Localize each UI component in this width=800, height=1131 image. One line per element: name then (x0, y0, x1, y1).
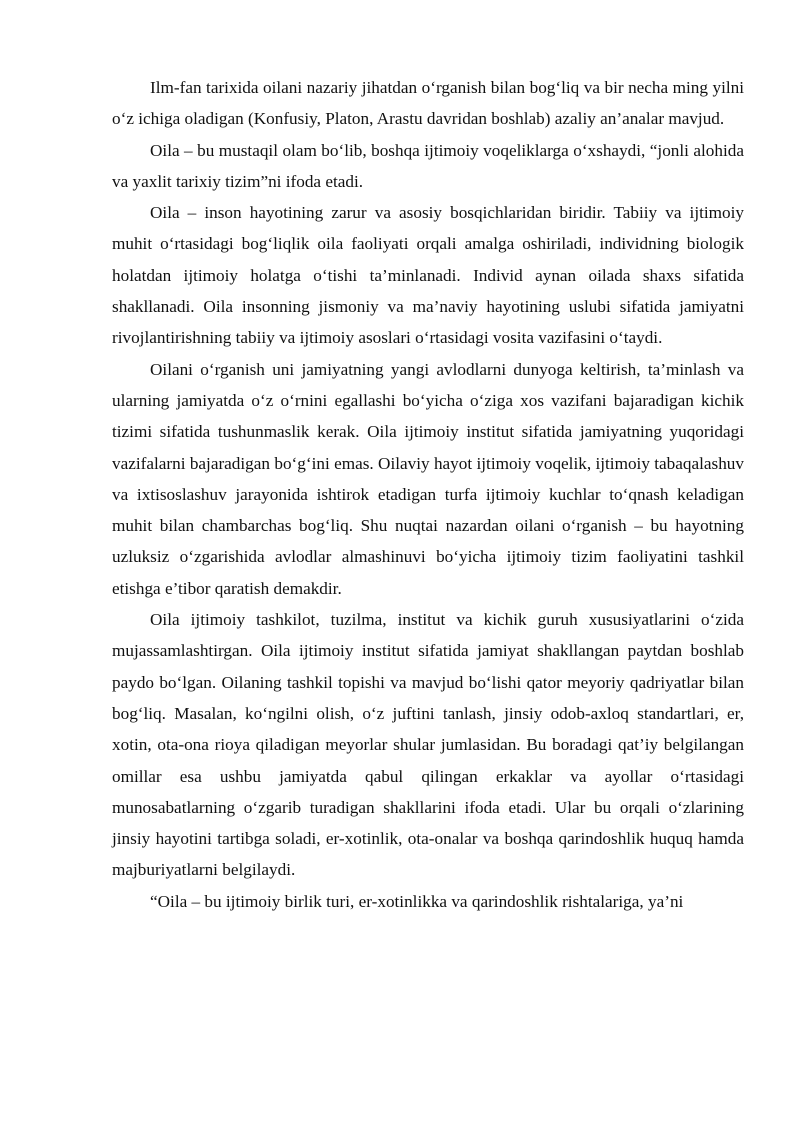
paragraph-1: Ilm-fan tarixida oilani nazariy jihatdan o‘rganish bilan bog‘liq va bir necha ming yilni o‘z ichiga oladigan (Konfusiy, Platon, Arastu davridan boshlab) azaliy an’analar mavjud. (112, 78, 744, 129)
paragraph-4: Oilani o‘rganish uni jamiyatning yangi avlodlarni dunyoga keltirish, ta’minlash va ularning jamiyatda o‘z o‘rnini egallashi bo‘yicha o‘ziga xos vazifani bajaradigan kichik tizimi sifatida tushunmaslik kerak. Oila ijtimoiy institut sifatida jamiyatning yuqoridagi vazifalarni bajaradigan bo‘g‘ini emas. Oilaviy hayot ijtimoiy voqelik, ijtimoiy tabaqalashuv va ixtisoslashuv jarayonida ishtirok etadigan turfa ijtimoiy kuchlar to‘qnash keladigan muhit bilan chambarchas bog‘liq. Shu nuqtai nazardan oilani o‘rganish – bu hayotning uzluksiz o‘zgarishida avlodlar almashinuvi bo‘yicha ijtimoiy tizim faoliyatini tashkil etishga e’tibor qaratish demakdir. (112, 359, 744, 598)
paragraph-6: “Oila – bu ijtimoiy birlik turi, er-xotinlikka va qarindoshlik rishtalariga, ya’ni (150, 891, 684, 911)
paragraph-5: Oila ijtimoiy tashkilot, tuzilma, institut va kichik guruh xususiyatlarini o‘zida mujassamlashtirgan. Oila ijtimoiy institut sifatida jamiyat shakllangan paytdan boshlab paydo bo‘lgan. Oilaning tashkil topishi va mavjud bo‘lishi qator meyoriy qadriyatlar bilan bog‘liq. Masalan, ko‘ngilni olish, o‘z juftini tanlash, jinsiy odob-axloq standartlari, er, xotin, ota-ona rioya qiladigan meyorlar shular jumlasidan. Bu boradagi qat’iy belgilangan omillar esa ushbu jamiyatda qabul qilingan erkaklar va ayollar o‘rtasidagi munosabatlarning o‘zgarib turadigan shakllarini ifoda etadi. Ular bu orqali o‘zlarining jinsiy hayotini tartibga soladi, er-xotinlik, ota-onalar va boshqa qarindoshlik huquq hamda majburiyatlarni belgilaydi. (112, 610, 744, 880)
paragraph-3: Oila – inson hayotining zarur va asosiy bosqichlaridan biridir. Tabiiy va ijtimoiy muhit o‘rtasidagi bog‘liqlik oila faoliyati orqali amalga oshiriladi, individning biologik holatdan ijtimoiy holatga o‘tishi ta’minlanadi. Individ aynan oilada shaxs sifatida shakllanadi. Oila insonning jismoniy va ma’naviy hayotining uslubi sifatida jamiyatni rivojlantirishning tabiiy va ijtimoiy asoslari o‘rtasidagi vosita vazifasini o‘taydi. (112, 203, 744, 348)
document-page (112, 72, 744, 917)
paragraph-2: Oila – bu mustaqil olam bo‘lib, boshqa ijtimoiy voqeliklarga o‘xshaydi, “jonli alohida va yaxlit tarixiy tizim”ni ifoda etadi. (112, 140, 744, 191)
